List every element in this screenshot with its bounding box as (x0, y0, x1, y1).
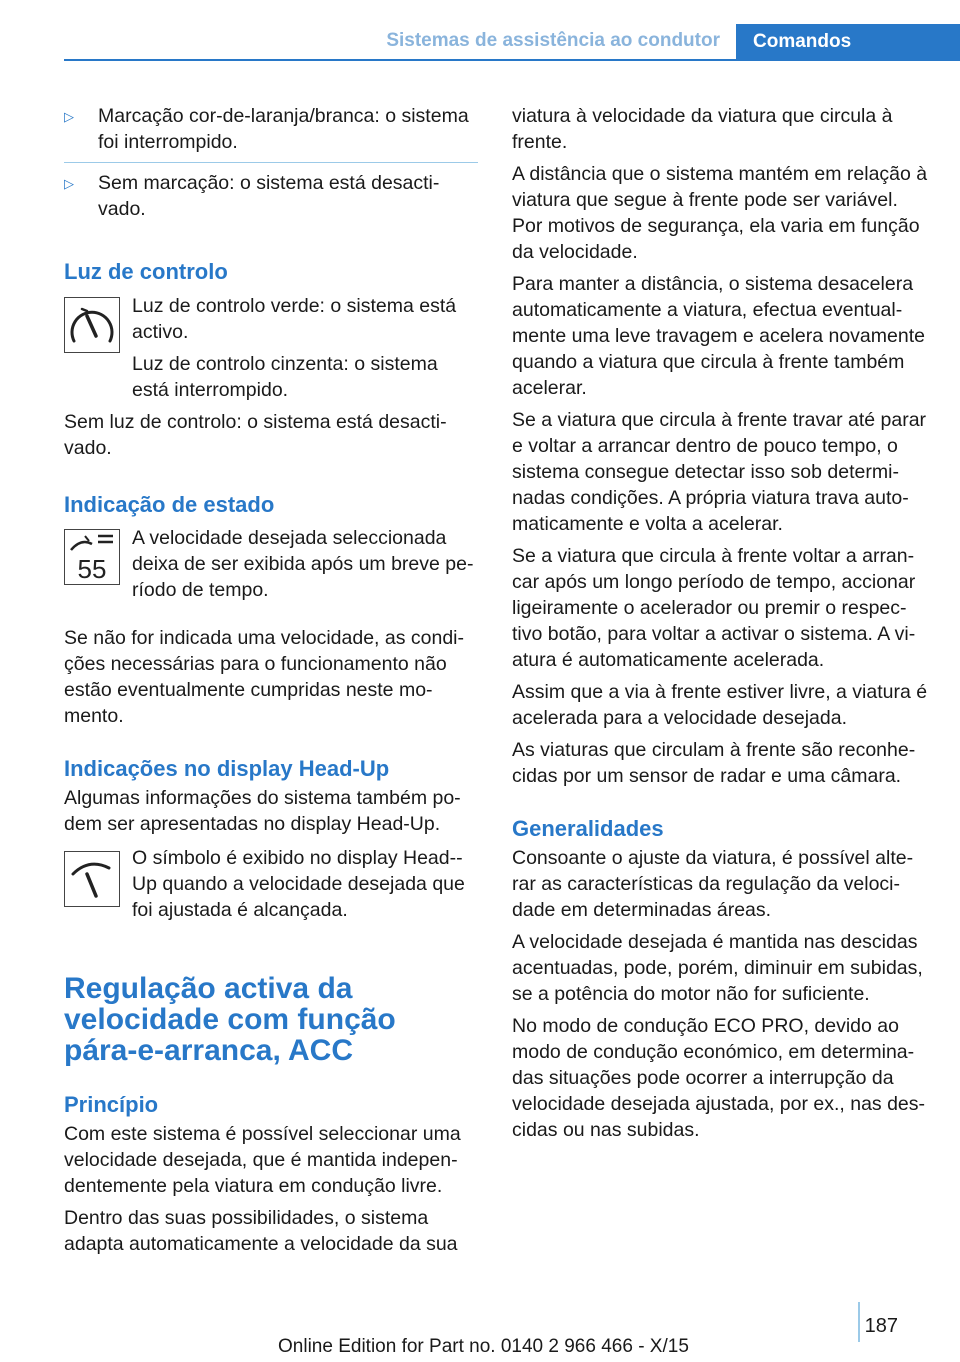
main-heading-acc: Regulação activa da velocidade com função pára-e-arranca, ACC (64, 972, 396, 1067)
paragraph: Luz de controlo verde: o sistema está activo. (132, 295, 457, 343)
paragraph: Se não for indicada uma velocidade, as condições necessárias para o funcionamento não estão eventualmente cumpridas neste momento. (64, 627, 465, 727)
svg-text:55: 55 (77, 554, 107, 584)
right-column (512, 103, 930, 1149)
paragraph: Se a viatura que circula à frente voltar a arrancar após um longo período de tempo, accionar ligeiramente o acelerador ou premir o respectivo botão, para voltar a activar o sistema. A viatura é automaticamente acelerada. (512, 545, 916, 671)
set-speed-55-icon (64, 529, 120, 585)
control-light-icon (64, 297, 120, 353)
bullet-item (64, 103, 478, 155)
paragraph: Assim que a via à frente estiver livre, a viatura é acelerada para a velocidade desejada. (512, 681, 928, 729)
paragraph: A distância que o sistema mantém em relação à viatura que segue à frente pode ser variável. Por motivos de segurança, ela varia em função da velocidade. (512, 163, 928, 263)
header-rule (64, 59, 960, 61)
paragraph: viatura à velocidade da viatura que circula à frente. (512, 105, 893, 153)
paragraph: A velocidade desejada seleccionada deixa de ser exibida após um breve período de tempo. (132, 527, 474, 601)
running-header-tab: Comandos (736, 24, 960, 61)
bullet-text: Marcação cor-de-laranja/branca: o sistema foi interrompido. (98, 105, 469, 153)
paragraph: Com este sistema é possível seleccionar uma velocidade desejada, que é mantida independentemente pela viatura em condução livre. (64, 1123, 461, 1197)
heading-head-up-display: Indicações no display Head-Up (64, 756, 390, 781)
bullet-item (64, 170, 478, 222)
paragraph: No modo de condução ECO PRO, devido ao modo de condução económico, em determinadas situações pode ocorrer a interrupção da velocidade desejada ajustada, por ex., nas descidas ou nas subidas. (512, 1015, 926, 1141)
paragraph: Para manter a distância, o sistema desacelera automaticamente a viatura, efectua eventualmente uma leve travagem e acelera novamente quando a viatura que circula à frente também acelerar. (512, 273, 925, 399)
heading-indicacao-de-estado: Indicação de estado (64, 492, 275, 517)
paragraph: A velocidade desejada é mantida nas descidas acentuadas, pode, porém, diminuir em subidas, se a potência do motor não for suficiente. (512, 931, 923, 1005)
page-number: 187 (864, 1315, 898, 1337)
edition-footer: Online Edition for Part no. 0140 2 966 466 - X/15 (278, 1336, 689, 1357)
paragraph: Sem luz de controlo: o sistema está desactivado. (64, 411, 447, 459)
paragraph: Dentro das suas possibilidades, o sistema adapta automaticamente a velocidade da sua (64, 1207, 458, 1255)
paragraph: Algumas informações do sistema também podem ser apresentadas no display Head-Up. (64, 787, 461, 835)
paragraph: Luz de controlo cinzenta: o sistema está interrompido. (132, 353, 438, 401)
triangle-bullet-icon: ▷ (64, 109, 74, 124)
left-column (64, 103, 478, 1263)
triangle-bullet-icon: ▷ (64, 176, 74, 191)
running-header-section: Sistemas de assistência ao condutor (386, 30, 720, 51)
paragraph: As viaturas que circulam à frente são reconhecidas por um sensor de radar e uma câmara. (512, 739, 916, 787)
speed-reached-icon (64, 851, 120, 907)
footer-rule (858, 1302, 860, 1342)
heading-luz-de-controlo: Luz de controlo (64, 259, 228, 284)
paragraph: Consoante o ajuste da viatura, é possível alterar as características da regulação da velocidade em determinadas áreas. (512, 847, 914, 921)
heading-principio: Princípio (64, 1092, 159, 1117)
heading-generalidades: Generalidades (512, 816, 664, 841)
paragraph: O símbolo é exibido no display Head-Up quando a velocidade desejada que foi ajustada é alcançada. (132, 847, 465, 921)
paragraph: Se a viatura que circula à frente travar até parar e voltar a arrancar dentro de pouco tempo, o sistema consegue detectar isso sob determinadas condições. A própria viatura trava automaticamente e volta a acelerar. (512, 409, 927, 535)
bullet-text: Sem marcação: o sistema está desactivado. (98, 172, 440, 220)
bullet-separator (64, 162, 478, 163)
